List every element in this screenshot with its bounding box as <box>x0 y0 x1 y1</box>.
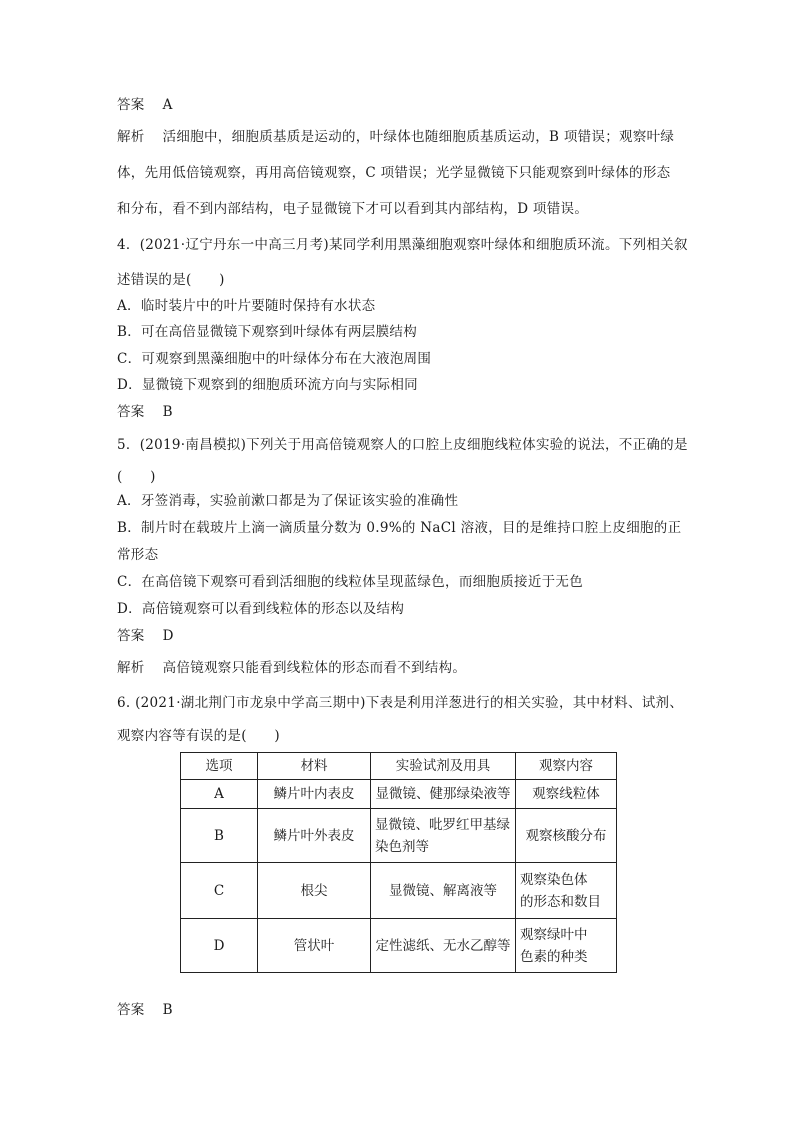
q6-stem-line-1: 6. (2021·湖北荆门市龙泉中学高三期中)下表是利用洋葱进行的相关实验，其中材料、试剂、 <box>117 695 684 711</box>
table-row: C 根尖 显微镜、解离液等 观察染色体 的形态和数目 <box>181 863 617 919</box>
q5-option-c: C．在高倍镜下观察可看到活细胞的线粒体呈现蓝绿色，而细胞质接近于无色 <box>117 574 584 590</box>
q5-option-b: B．制片时在载玻片上滴一滴质量分数为 0.9%的 NaCl 溶液，目的是维持口腔上皮细胞的正 <box>117 520 682 536</box>
analysis-label: 解析 <box>117 660 145 676</box>
table-header-row <box>181 753 617 780</box>
q3-answer <box>117 96 173 114</box>
q6-answer <box>117 1001 173 1019</box>
answer-label: 答案 <box>117 97 145 113</box>
experiment-table <box>180 752 617 973</box>
table-row: B 鳞片叶外表皮 显微镜、吡罗红甲基绿 染色剂等 观察核酸分布 <box>181 809 617 863</box>
q3-analysis-line-2: 体，先用低倍镜观察，再用高倍镜观察，C 项错误；光学显微镜下只能观察到叶绿体的形态 <box>117 165 671 181</box>
table-row: D 管状叶 定性滤纸、无水乙醇等 观察绿叶中 色素的种类 <box>181 919 617 973</box>
table-row: A 鳞片叶内表皮 显微镜、健那绿染液等 观察线粒体 <box>181 780 617 809</box>
answer-value: B <box>162 1002 173 1018</box>
q5-stem-line-1: 5．(2019·南昌模拟)下列关于用高倍镜观察人的口腔上皮细胞线粒体实验的说法，不正确的是 <box>117 437 688 453</box>
answer-label: 答案 <box>117 404 145 420</box>
q4-stem-line-2: 述错误的是( ) <box>117 272 225 288</box>
answer-label: 答案 <box>117 1002 145 1018</box>
q4-option-c: C．可观察到黑藻细胞中的叶绿体分布在大液泡周围 <box>117 351 432 367</box>
q5-option-a: A．牙签消毒，实验前漱口都是为了保证该实验的准确性 <box>117 493 459 509</box>
answer-value: B <box>162 404 173 420</box>
q5-analysis: 解析 高倍镜观察只能看到线粒体的形态而看不到结构。 <box>117 660 467 676</box>
q5-option-d: D．高倍镜观察可以看到线粒体的形态以及结构 <box>117 601 405 617</box>
analysis-label: 解析 <box>117 129 145 145</box>
header-observe: 观察内容 <box>516 753 617 780</box>
header-option: 选项 <box>181 753 258 780</box>
q4-stem-line-1: 4．(2021·辽宁丹东一中高三月考)某同学利用黑藻细胞观察叶绿体和细胞质环流。下列相关叙 <box>117 237 688 253</box>
q4-answer <box>117 403 173 421</box>
q4-option-b: B．可在高倍显微镜下观察到叶绿体有两层膜结构 <box>117 324 418 340</box>
answer-value: D <box>162 628 174 644</box>
q5-stem-line-2: ( ) <box>117 469 156 485</box>
answer-label: 答案 <box>117 628 145 644</box>
q6-stem-line-2: 观察内容等有误的是( ) <box>117 728 280 744</box>
q4-option-a: A．临时装片中的叶片要随时保持有水状态 <box>117 298 376 314</box>
answer-value: A <box>162 97 173 113</box>
q3-analysis-line-3: 和分布，看不到内部结构，电子显微镜下才可以看到其内部结构，D 项错误。 <box>117 201 589 217</box>
header-material: 材料 <box>258 753 371 780</box>
q5-answer <box>117 627 174 645</box>
q3-analysis-line-1: 解析 活细胞中，细胞质基质是运动的，叶绿体也随细胞质基质运动，B 项错误；观察叶绿 <box>117 129 675 145</box>
header-reagent: 实验试剂及用具 <box>371 753 516 780</box>
q4-option-d: D．显微镜下观察到的细胞质环流方向与实际相同 <box>117 377 418 393</box>
q5-option-b-cont: 常形态 <box>117 547 159 563</box>
